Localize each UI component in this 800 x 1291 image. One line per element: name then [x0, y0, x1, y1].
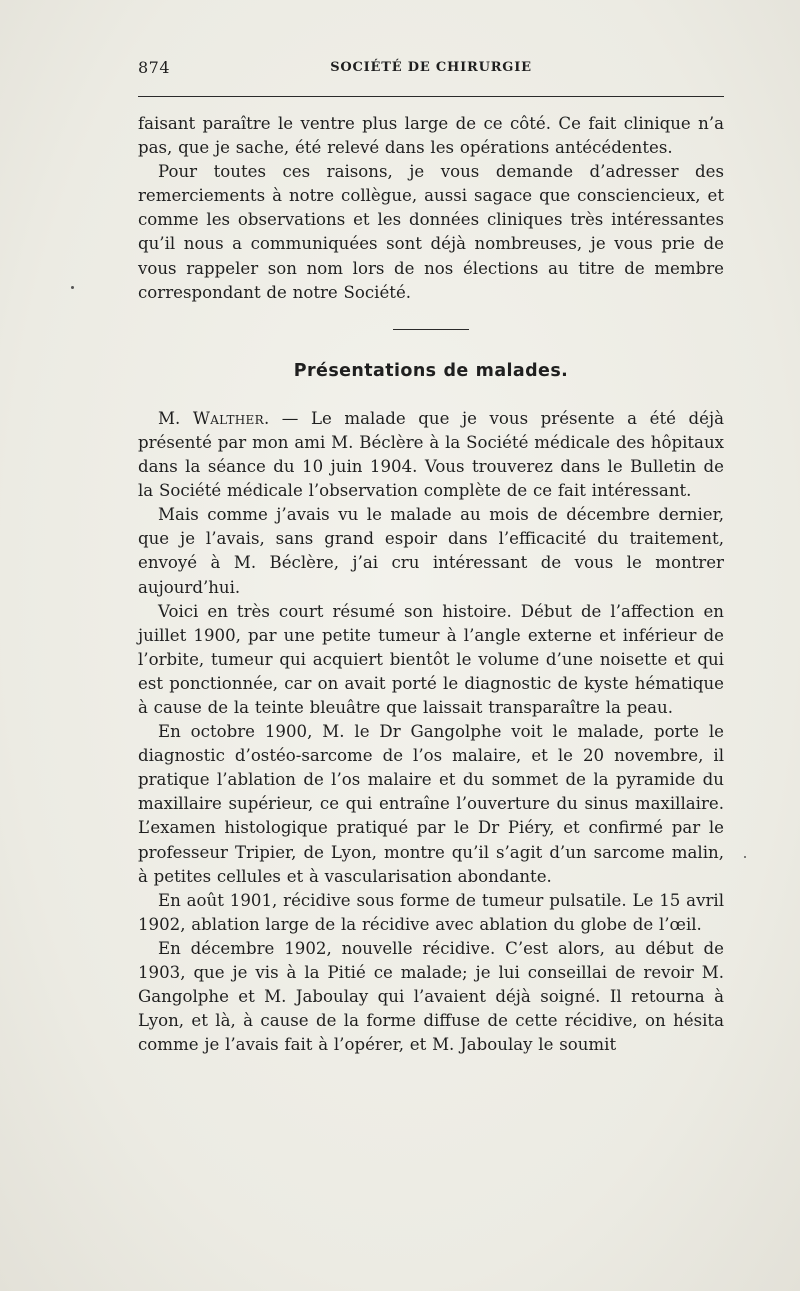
body-paragraph: Mais comme j’avais vu le malade au mois de décembre dernier, que je l’avais, sans grand espoir dans l’efficacité du traitement, envoyé à M. Béclère, j’ai cru intéressant de vous le montrer aujourd’hui.: [138, 505, 724, 597]
presentation-intro-text: Le malade que je vous présente a été déjà présenté par mon ami M. Béclère à la Société médicale des hôpitaux dans la séance du 10 juin 1904. Vous trouverez dans le Bulletin de la Société médicale l’observation complète de ce fait intéressant.: [138, 408, 724, 501]
journal-title: SOCIÉTÉ DE CHIRURGIE: [330, 60, 532, 75]
body-paragraph: En décembre 1902, nouvelle récidive. C’est alors, au début de 1903, que je vis à la Pitié ce malade; je lui conseillai de revoir M. Gangolphe et M. Jaboulay qui l’avaient déjà soigné. Il retourna à Lyon, et là, à cause de la forme diffuse de cette récidive, on hésita comme je l’avais fait à l’opérer, et M. Jaboulay le soumit: [138, 938, 724, 1055]
body-paragraph: Voici en très court résumé son histoire. Début de l’affection en juillet 1900, par une petite tumeur à l’angle externe et inférieur de l’orbite, tumeur qui acquiert bientôt le volume d’une noisette et qui est ponctionnée, car on avait porté le diagnostic de kyste hématique à cause de la teinte bleuâtre que laissait transparaître la peau.: [138, 601, 724, 717]
running-head: [138, 58, 724, 82]
page-number: 874: [138, 58, 171, 77]
header-rule: [138, 96, 724, 97]
paper-speck: [71, 286, 74, 289]
speaker-prefix: M.: [158, 408, 193, 428]
section-heading: Présentations de malades.: [293, 360, 569, 381]
closing-paragraph: Pour toutes ces raisons, je vous demande d’adresser des remerciements à notre collègue, aussi sagace que consciencieux, et comme les observations et les données cliniques très intéressantes qu’il nous a communiquées sont déjà nombreuses, je vous prie de vous rappeler son nom lors de nos élections au titre de membre correspondant de notre Société.: [138, 162, 724, 302]
speaker-name: Walther: [192, 408, 264, 428]
paper-speck: [744, 856, 746, 858]
section-separator: [393, 329, 469, 330]
continuation-paragraph: faisant paraître le ventre plus large de ce côté. Ce fait clinique n’a pas, que je sache, été relevé dans les opérations antécédentes.: [138, 114, 724, 158]
body-paragraph: En octobre 1900, M. le Dr Gangolphe voit le malade, porte le diagnostic d’ostéo-sarcome de l’os malaire, et le 20 novembre, il pratique l’ablation de l’os malaire et du sommet de la pyramide du maxillaire supérieur, ce qui entraîne l’ouverture du sinus maxillaire. L’examen histologique pratiqué par le Dr Piéry, et confirmé par le professeur Tripier, de Lyon, montre qu’il s’agit d’un sarcome malin, à petites cellules et à vascularisation abondante.: [138, 722, 724, 886]
body-paragraph: En août 1901, récidive sous forme de tumeur pulsatile. Le 15 avril 1902, ablation large de la récidive avec ablation du globe de l’œil.: [138, 890, 724, 934]
speaker-suffix: . —: [263, 408, 311, 428]
presentation-first-paragraph: [138, 407, 724, 503]
body-text: [138, 112, 724, 1057]
